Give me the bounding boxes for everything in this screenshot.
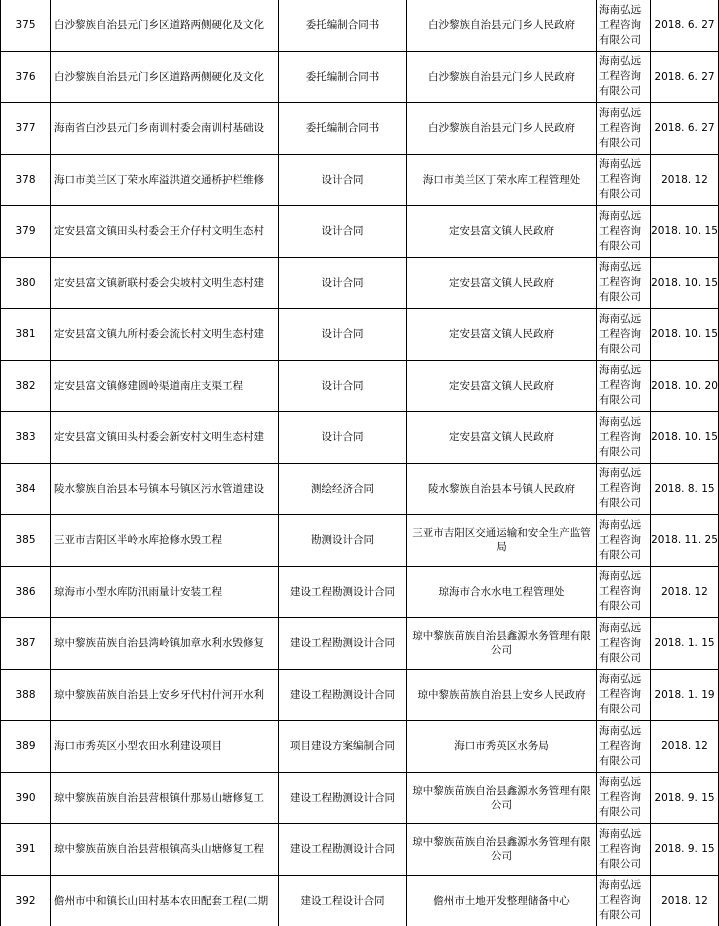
project-name-cell: 定安县富文镇田头村委会新安村文明生态村建 [51, 412, 279, 464]
company-name-line: 海南弘远 [599, 106, 641, 119]
project-name-cell: 海口市美兰区丁荣水库溢洪道交通桥护栏维修 [51, 154, 279, 206]
project-name-cell: 陵水黎族自治县本号镇本号镇区污水管道建设 [51, 463, 279, 515]
company-name-line: 工程咨询 [599, 739, 641, 752]
client-cell: 定安县富文镇人民政府 [407, 309, 597, 361]
row-number-cell: 390 [1, 772, 51, 824]
company-name-line: 海南弘远 [599, 261, 641, 274]
row-number-cell: 389 [1, 721, 51, 773]
company-name-line: 有限公司 [599, 548, 641, 561]
row-number-cell: 385 [1, 515, 51, 567]
row-number-cell: 386 [1, 566, 51, 618]
company-name-line: 海南弘远 [599, 570, 641, 583]
row-number-cell: 376 [1, 51, 51, 103]
client-cell: 琼中黎族苗族自治县鑫源水务管理有限公司 [407, 772, 597, 824]
client-cell: 白沙黎族自治县元门乡人民政府 [407, 51, 597, 103]
contract-type-cell: 测绘经济合同 [279, 463, 407, 515]
company-name-line: 有限公司 [599, 188, 641, 201]
company-name-line: 海南弘远 [599, 55, 641, 68]
company-name-line: 工程咨询 [599, 842, 641, 855]
company-cell [597, 309, 651, 361]
company-name-line: 有限公司 [599, 136, 641, 149]
contract-type-cell: 建设工程设计合同 [279, 875, 407, 926]
date-cell: 2018. 10. 15 [651, 257, 719, 309]
client-cell: 琼中黎族苗族自治县鑫源水务管理有限公司 [407, 824, 597, 876]
contract-type-cell: 建设工程勘测设计合同 [279, 618, 407, 670]
client-cell: 海口市秀英区水务局 [407, 721, 597, 773]
company-name-line: 有限公司 [599, 342, 641, 355]
table-row [1, 463, 719, 515]
project-name-cell: 定安县富文镇新联村委会尖坡村文明生态村建 [51, 257, 279, 309]
row-number-cell: 384 [1, 463, 51, 515]
contract-type-cell: 设计合同 [279, 412, 407, 464]
date-cell: 2018. 11. 25 [651, 515, 719, 567]
contract-type-cell: 建设工程勘测设计合同 [279, 566, 407, 618]
project-name-cell: 定安县富文镇田头村委会王介仔村文明生态村 [51, 206, 279, 258]
row-number-cell: 382 [1, 360, 51, 412]
company-name-line: 工程咨询 [599, 18, 641, 31]
contract-type-cell: 委托编制合同书 [279, 103, 407, 155]
table-row [1, 309, 719, 361]
company-name-line: 海南弘远 [599, 879, 641, 892]
row-number-cell: 391 [1, 824, 51, 876]
date-cell: 2018. 10. 15 [651, 412, 719, 464]
table-row [1, 103, 719, 155]
contract-type-cell: 建设工程勘测设计合同 [279, 824, 407, 876]
date-cell: 2018. 12 [651, 566, 719, 618]
project-name-cell: 三亚市吉阳区半岭水库抢修水毁工程 [51, 515, 279, 567]
company-name-line: 工程咨询 [599, 533, 641, 546]
company-name-line: 有限公司 [599, 806, 641, 819]
contract-type-cell: 委托编制合同书 [279, 0, 407, 51]
table-row [1, 515, 719, 567]
company-name-line: 海南弘远 [599, 312, 641, 325]
company-name-line: 工程咨询 [599, 327, 641, 340]
contract-type-cell: 建设工程勘测设计合同 [279, 772, 407, 824]
project-name-cell: 琼中黎族苗族自治县上安乡牙代村什河开水利 [51, 669, 279, 721]
project-name-cell: 定安县富文镇九所村委会流长村文明生态村建 [51, 309, 279, 361]
company-name-line: 海南弘远 [599, 364, 641, 377]
contracts-table-body [1, 0, 719, 926]
client-cell: 琼海市合水水电工程管理处 [407, 566, 597, 618]
company-name-line: 有限公司 [599, 445, 641, 458]
project-name-cell: 白沙黎族自治县元门乡区道路两侧硬化及文化 [51, 51, 279, 103]
date-cell: 2018. 6. 27 [651, 103, 719, 155]
company-name-line: 有限公司 [599, 857, 641, 870]
date-cell: 2018. 12 [651, 721, 719, 773]
company-name-line: 工程咨询 [599, 482, 641, 495]
client-cell: 白沙黎族自治县元门乡人民政府 [407, 103, 597, 155]
company-cell [597, 669, 651, 721]
table-row [1, 618, 719, 670]
client-cell: 定安县富文镇人民政府 [407, 206, 597, 258]
client-cell: 定安县富文镇人民政府 [407, 412, 597, 464]
date-cell: 2018. 10. 20 [651, 360, 719, 412]
company-name-line: 有限公司 [599, 33, 641, 46]
company-name-line: 工程咨询 [599, 173, 641, 186]
company-name-line: 工程咨询 [599, 688, 641, 701]
date-cell: 2018. 12 [651, 154, 719, 206]
date-cell: 2018. 8. 15 [651, 463, 719, 515]
company-name-line: 工程咨询 [599, 276, 641, 289]
date-cell: 2018. 1. 15 [651, 618, 719, 670]
company-cell [597, 51, 651, 103]
contract-type-cell: 设计合同 [279, 154, 407, 206]
contract-type-cell: 设计合同 [279, 257, 407, 309]
date-cell: 2018. 10. 15 [651, 206, 719, 258]
company-name-line: 工程咨询 [599, 894, 641, 907]
contract-type-cell: 项目建设方案编制合同 [279, 721, 407, 773]
date-cell: 2018. 9. 15 [651, 824, 719, 876]
row-number-cell: 387 [1, 618, 51, 670]
date-cell: 2018. 10. 15 [651, 309, 719, 361]
contract-type-cell: 勘测设计合同 [279, 515, 407, 567]
row-number-cell: 392 [1, 875, 51, 926]
company-cell [597, 360, 651, 412]
table-row [1, 154, 719, 206]
company-name-line: 工程咨询 [599, 224, 641, 237]
date-cell: 2018. 6. 27 [651, 0, 719, 51]
company-name-line: 海南弘远 [599, 158, 641, 171]
client-cell: 白沙黎族自治县元门乡人民政府 [407, 0, 597, 51]
company-name-line: 工程咨询 [599, 791, 641, 804]
table-row [1, 206, 719, 258]
table-row [1, 360, 719, 412]
contract-type-cell: 建设工程勘测设计合同 [279, 669, 407, 721]
row-number-cell: 380 [1, 257, 51, 309]
row-number-cell: 375 [1, 0, 51, 51]
company-name-line: 有限公司 [599, 394, 641, 407]
row-number-cell: 377 [1, 103, 51, 155]
company-name-line: 海南弘远 [599, 209, 641, 222]
row-number-cell: 378 [1, 154, 51, 206]
company-cell [597, 206, 651, 258]
project-name-cell: 海口市秀英区小型农田水利建设项目 [51, 721, 279, 773]
date-cell: 2018. 1. 19 [651, 669, 719, 721]
company-cell [597, 515, 651, 567]
contract-type-cell: 委托编制合同书 [279, 51, 407, 103]
company-name-line: 有限公司 [599, 651, 641, 664]
company-name-line: 工程咨询 [599, 636, 641, 649]
contract-type-cell: 设计合同 [279, 360, 407, 412]
company-cell [597, 103, 651, 155]
company-name-line: 工程咨询 [599, 379, 641, 392]
company-cell [597, 412, 651, 464]
project-name-cell: 定安县富文镇修建圆岭渠道南庄支渠工程 [51, 360, 279, 412]
company-cell [597, 566, 651, 618]
company-cell [597, 875, 651, 926]
company-name-line: 有限公司 [599, 909, 641, 922]
row-number-cell: 383 [1, 412, 51, 464]
company-cell [597, 824, 651, 876]
project-name-cell: 白沙黎族自治县元门乡区道路两侧硬化及文化 [51, 0, 279, 51]
row-number-cell: 388 [1, 669, 51, 721]
company-name-line: 有限公司 [599, 85, 641, 98]
company-cell [597, 772, 651, 824]
client-cell: 陵水黎族自治县本号镇人民政府 [407, 463, 597, 515]
table-row [1, 566, 719, 618]
company-cell [597, 463, 651, 515]
date-cell: 2018. 9. 15 [651, 772, 719, 824]
company-name-line: 海南弘远 [599, 827, 641, 840]
row-number-cell: 379 [1, 206, 51, 258]
date-cell: 2018. 12 [651, 875, 719, 926]
client-cell: 三亚市吉阳区交通运输和安全生产监管局 [407, 515, 597, 567]
company-name-line: 海南弘远 [599, 724, 641, 737]
date-cell: 2018. 6. 27 [651, 51, 719, 103]
client-cell: 定安县富文镇人民政府 [407, 360, 597, 412]
table-row [1, 875, 719, 926]
table-row [1, 772, 719, 824]
company-name-line: 有限公司 [599, 291, 641, 304]
table-row [1, 669, 719, 721]
project-name-cell: 琼海市小型水库防汛雨量计安装工程 [51, 566, 279, 618]
company-name-line: 有限公司 [599, 239, 641, 252]
company-name-line: 工程咨询 [599, 430, 641, 443]
company-cell [597, 257, 651, 309]
table-row [1, 824, 719, 876]
company-name-line: 有限公司 [599, 600, 641, 613]
row-number-cell: 381 [1, 309, 51, 361]
client-cell: 定安县富文镇人民政府 [407, 257, 597, 309]
company-name-line: 海南弘远 [599, 776, 641, 789]
company-name-line: 有限公司 [599, 703, 641, 716]
company-name-line: 海南弘远 [599, 518, 641, 531]
table-row [1, 0, 719, 51]
table-row [1, 257, 719, 309]
company-cell [597, 154, 651, 206]
client-cell: 海口市美兰区丁荣水库工程管理处 [407, 154, 597, 206]
company-cell [597, 618, 651, 670]
table-row [1, 412, 719, 464]
project-name-cell: 琼中黎族苗族自治县湾岭镇加章水利水毁修复 [51, 618, 279, 670]
contract-type-cell: 设计合同 [279, 309, 407, 361]
project-name-cell: 儋州市中和镇长山田村基本农田配套工程(二期 [51, 875, 279, 926]
company-name-line: 海南弘远 [599, 673, 641, 686]
client-cell: 儋州市土地开发整理储备中心 [407, 875, 597, 926]
company-name-line: 有限公司 [599, 497, 641, 510]
company-name-line: 工程咨询 [599, 70, 641, 83]
project-name-cell: 海南省白沙县元门乡南训村委会南训村基础设 [51, 103, 279, 155]
company-name-line: 海南弘远 [599, 467, 641, 480]
client-cell: 琼中黎族苗族自治县上安乡人民政府 [407, 669, 597, 721]
company-cell [597, 721, 651, 773]
company-name-line: 海南弘远 [599, 621, 641, 634]
project-name-cell: 琼中黎族苗族自治县营根镇什那易山塘修复工 [51, 772, 279, 824]
contract-type-cell: 设计合同 [279, 206, 407, 258]
table-row [1, 51, 719, 103]
client-cell: 琼中黎族苗族自治县鑫源水务管理有限公司 [407, 618, 597, 670]
company-name-line: 工程咨询 [599, 585, 641, 598]
company-cell [597, 0, 651, 51]
project-name-cell: 琼中黎族苗族自治县营根镇高头山塘修复工程 [51, 824, 279, 876]
company-name-line: 海南弘远 [599, 415, 641, 428]
table-row [1, 721, 719, 773]
company-name-line: 有限公司 [599, 754, 641, 767]
company-name-line: 工程咨询 [599, 121, 641, 134]
company-name-line: 海南弘远 [599, 3, 641, 16]
